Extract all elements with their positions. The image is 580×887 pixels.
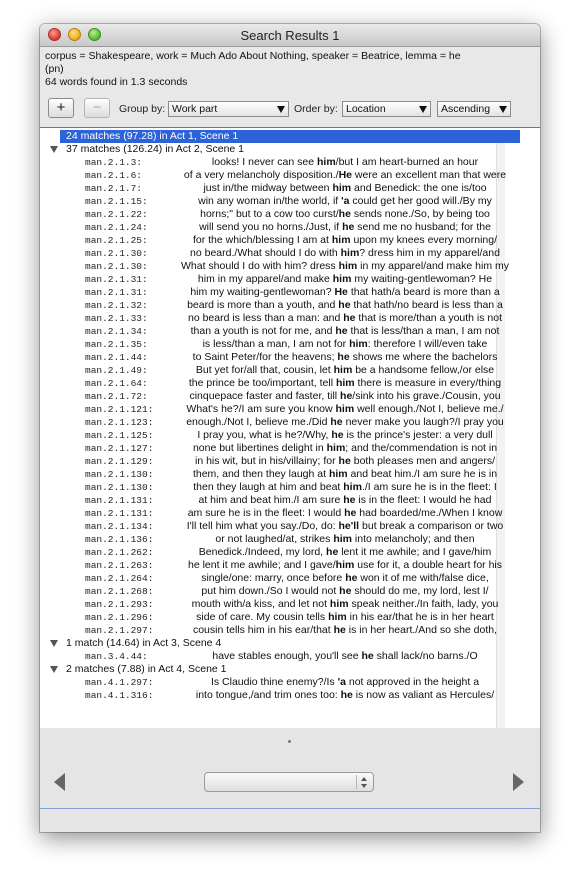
citation-id: man.2.1.263: <box>85 560 154 571</box>
concordance-row[interactable] <box>40 676 520 689</box>
keyword: he <box>337 351 350 363</box>
group-row[interactable] <box>60 663 520 676</box>
citation-id: man.2.1.297: <box>85 625 154 636</box>
left-context: What should I do with him? dress <box>181 260 339 272</box>
concordance-row[interactable] <box>40 546 520 559</box>
citation-id: man.2.1.268: <box>85 586 154 597</box>
citation-id: man.2.1.136: <box>85 534 154 545</box>
kwic-context <box>170 260 520 273</box>
right-context: use for it, a double heart for his <box>354 559 502 571</box>
group-label: 37 matches (126.24) in Act 2, Scene 1 <box>66 143 245 155</box>
concordance-row[interactable] <box>40 559 520 572</box>
keyword: him <box>332 182 352 194</box>
keyword: he'll <box>338 520 360 532</box>
concordance-row[interactable] <box>40 598 520 611</box>
citation-id: man.2.1.30: <box>85 261 148 272</box>
keyword: him <box>328 468 348 480</box>
concordance-row[interactable] <box>40 455 520 468</box>
citation-id: man.2.1.296: <box>85 612 154 623</box>
left-context: mouth with/a kiss, and let not <box>191 598 330 610</box>
left-context: Is Claudio thine enemy?/Is <box>210 676 338 688</box>
order-by-label: Order by: <box>294 103 338 115</box>
keyword: he <box>335 325 348 337</box>
kwic-context <box>170 182 520 195</box>
citation-id: man.2.1.123: <box>85 417 154 428</box>
concordance-row[interactable] <box>40 507 520 520</box>
left-context: or not laughed/at, strikes <box>215 533 334 545</box>
right-context: never make you laugh?/I pray you <box>342 416 504 428</box>
keyword: him <box>335 559 355 571</box>
kwic-context <box>170 520 520 533</box>
citation-id: man.2.1.6: <box>85 170 143 181</box>
keyword: he <box>345 572 358 584</box>
left-context: win any woman in/the world, if <box>198 195 342 207</box>
concordance-row[interactable] <box>40 403 520 416</box>
kwic-context <box>170 364 520 377</box>
kwic-context <box>170 273 520 286</box>
right-context: in my apparel/and make him my <box>357 260 509 272</box>
kwic-context <box>170 533 520 546</box>
left-context: is less/than a man, I am not for <box>202 338 350 350</box>
citation-id: man.2.1.262: <box>85 547 154 558</box>
left-context: for the which/blessing I am at <box>192 234 332 246</box>
group-label: 2 matches (7.88) in Act 4, Scene 1 <box>66 663 227 675</box>
left-context: single/one: marry, once before <box>201 572 346 584</box>
group-by-value: Work part <box>172 103 218 115</box>
window-title: Search Results 1 <box>240 28 340 43</box>
kwic-context <box>170 572 520 585</box>
concordance-row[interactable] <box>40 338 520 351</box>
kwic-context <box>170 286 520 299</box>
concordance-row[interactable] <box>40 481 520 494</box>
concordance-row[interactable] <box>40 442 520 455</box>
citation-id: man.4.1.316: <box>85 690 154 701</box>
query-line-2: (pn) <box>45 63 64 75</box>
citation-id: man.2.1.125: <box>85 430 154 441</box>
right-context: and beat him./I am sure he is in <box>347 468 498 480</box>
kwic-context <box>170 624 520 637</box>
left-context: horns;" but to a cow too curst/ <box>200 208 339 220</box>
disclosure-expanded-icon[interactable] <box>50 640 58 647</box>
left-context: them, and then they laugh at <box>192 468 329 480</box>
kwic-context <box>170 403 520 416</box>
left-context: in his wit, but in his/villainy; for <box>194 455 339 467</box>
left-context: just in/the midway between <box>203 182 333 194</box>
keyword: he <box>330 416 343 428</box>
left-context: What's he?/I am sure you know <box>186 403 336 415</box>
left-context: none but libertines delight in <box>192 442 327 454</box>
citation-id: man.2.1.131: <box>85 508 154 519</box>
keyword: him <box>329 598 349 610</box>
concordance-row[interactable] <box>40 312 520 325</box>
popup-divider <box>356 775 357 789</box>
title-bar[interactable] <box>40 24 540 47</box>
kwic-context <box>170 689 520 702</box>
citation-id: man.2.1.127: <box>85 443 154 454</box>
previous-arrow-icon[interactable] <box>54 773 65 791</box>
left-context: I pray you, what is he?/Why, <box>197 429 332 441</box>
right-context: be a handsome fellow,/or else <box>352 364 495 376</box>
concordance-row[interactable] <box>40 208 520 221</box>
keyword: him <box>332 273 352 285</box>
keyword: 'a <box>341 195 350 207</box>
concordance-row[interactable] <box>40 325 520 338</box>
left-context: enough./Not I, believe me./Did <box>186 416 331 428</box>
right-context: is in her heart./And so she doth, <box>345 624 498 636</box>
kwic-context <box>170 325 520 338</box>
citation-id: man.2.1.35: <box>85 339 148 350</box>
left-context: no beard is less than a man: and <box>187 312 344 324</box>
query-line-1: corpus = Shakespeare, work = Much Ado About Nothing, speaker = Beatrice, lemma = he <box>45 50 461 62</box>
add-button[interactable]: + <box>48 98 74 118</box>
right-context: well enough./Not I, believe me./ <box>354 403 504 415</box>
chevron-down-icon <box>277 106 285 113</box>
right-context: sends none./So, by being too <box>350 208 490 220</box>
left-context: at him and beat him./I am sure <box>198 494 344 506</box>
left-context: Benedick./Indeed, my lord, <box>198 546 327 558</box>
keyword: 'a <box>337 676 346 688</box>
citation-id: man.3.4.44: <box>85 651 148 662</box>
kwic-context <box>170 208 520 221</box>
keyword: him <box>333 364 353 376</box>
kwic-context <box>170 351 520 364</box>
right-context: could get her good will./By my <box>349 195 492 207</box>
right-context: upon my knees every morning/ <box>350 234 498 246</box>
disclosure-expanded-icon[interactable] <box>50 666 58 673</box>
kwic-context <box>170 416 520 429</box>
right-context: had boarded/me./When I know <box>356 507 503 519</box>
right-context: that is less/than a man, I am not <box>347 325 500 337</box>
left-context: him in my apparel/and make <box>197 273 333 285</box>
concordance-row[interactable] <box>40 364 520 377</box>
citation-id: man.2.1.131: <box>85 495 154 506</box>
right-context: were an excellent man that were <box>352 169 507 181</box>
kwic-context <box>170 429 520 442</box>
citation-id: man.2.1.7: <box>85 183 143 194</box>
concordance-row[interactable] <box>40 494 520 507</box>
right-context: should do me, my lord, lest I/ <box>351 585 489 597</box>
kwic-context <box>170 338 520 351</box>
right-context: /sink into his grave./Cousin, you <box>352 390 501 402</box>
right-context: is the prince's jester: a very dull <box>343 429 493 441</box>
group-label: 1 match (14.64) in Act 3, Scene 4 <box>66 637 222 649</box>
disclosure-expanded-icon[interactable] <box>50 146 58 153</box>
group-label: 24 matches (97.28) in Act 1, Scene 1 <box>66 130 239 142</box>
keyword: him <box>328 611 347 623</box>
kwic-context <box>170 169 520 182</box>
right-context: : therefore I will/even take <box>367 338 488 350</box>
kwic-context <box>170 468 520 481</box>
citation-id: man.2.1.32: <box>85 300 148 311</box>
results-list[interactable] <box>40 127 540 729</box>
concordance-row[interactable] <box>40 195 520 208</box>
left-context: no beard./What should I do with <box>190 247 341 259</box>
citation-id: man.2.1.44: <box>85 352 148 363</box>
query-info <box>45 50 535 89</box>
citation-id: man.2.1.64: <box>85 378 148 389</box>
keyword: him <box>333 533 352 545</box>
keyword: he <box>343 494 356 506</box>
keyword: he <box>339 585 352 597</box>
right-context: and Benedick: the one is/too <box>351 182 487 194</box>
right-context: is in the fleet: I would he had <box>355 494 492 506</box>
left-context: I'll tell him what you say./Do, do: <box>186 520 339 532</box>
concordance-row[interactable] <box>40 377 520 390</box>
remove-button[interactable]: − <box>84 98 110 118</box>
citation-id: man.4.1.297: <box>85 677 154 688</box>
right-context: but break a comparison or two <box>359 520 504 532</box>
kwic-context <box>170 234 520 247</box>
kwic-context <box>170 546 520 559</box>
splitter-grip-icon[interactable] <box>288 740 291 743</box>
keyword: him <box>335 403 355 415</box>
citation-id: man.2.1.121: <box>85 404 154 415</box>
group-by-label: Group by: <box>119 103 166 115</box>
citation-id: man.2.1.130: <box>85 482 154 493</box>
citation-id: man.2.1.72: <box>85 391 148 402</box>
citation-id: man.2.1.134: <box>85 521 154 532</box>
left-context: put him down./So I would not <box>201 585 340 597</box>
kwic-context <box>170 442 520 455</box>
keyword: him <box>340 247 360 259</box>
left-context: to Saint Peter/for the heavens; <box>192 351 338 363</box>
left-context: of a very melancholy disposition./ <box>183 169 339 181</box>
sort-direction-value: Ascending <box>441 103 491 115</box>
chevron-up-icon <box>361 777 367 781</box>
keyword: he <box>331 429 344 441</box>
concordance-row[interactable] <box>40 299 520 312</box>
concordance-row[interactable] <box>40 390 520 403</box>
keyword: him <box>316 156 336 168</box>
kwic-context <box>170 650 520 663</box>
citation-id: man.2.1.264: <box>85 573 154 584</box>
right-context: not approved in the height a <box>345 676 480 688</box>
left-context: have stables enough, you'll see <box>212 650 362 662</box>
left-context: than a youth is not for me, and <box>190 325 336 337</box>
search-results-window <box>40 24 540 832</box>
citation-id: man.2.1.49: <box>85 365 148 376</box>
result-summary: 64 words found in 1.3 seconds <box>45 76 188 88</box>
left-context: he lent it me awhile; and I gave/ <box>187 559 336 571</box>
kwic-context <box>170 390 520 403</box>
right-context: my waiting-gentlewoman? He <box>351 273 493 285</box>
concordance-row[interactable] <box>40 234 520 247</box>
kwic-context <box>170 455 520 468</box>
left-context: cousin tells him in his ear/that <box>192 624 334 636</box>
disclosure-collapsed-icon[interactable] <box>50 132 57 140</box>
concordance-row[interactable] <box>40 221 520 234</box>
group-row[interactable] <box>60 143 520 156</box>
concordance-row[interactable] <box>40 169 520 182</box>
keyword: He <box>338 169 352 181</box>
keyword: he <box>333 624 346 636</box>
right-context: ; and the/commendation is not in <box>345 442 498 454</box>
keyword: him <box>326 442 346 454</box>
concordance-row[interactable] <box>40 520 520 533</box>
right-context: send me no husband; for the <box>354 221 491 233</box>
citation-id: man.2.1.130: <box>85 469 154 480</box>
left-context: him my waiting-gentlewoman? <box>190 286 335 298</box>
bottom-panel <box>40 728 540 832</box>
concordance-row[interactable] <box>40 416 520 429</box>
keyword: he <box>338 208 351 220</box>
citation-id: man.2.1.30: <box>85 248 148 259</box>
left-context: am sure he is in the fleet: I would <box>187 507 345 519</box>
group-row[interactable] <box>60 637 520 650</box>
right-context: speak neither./In faith, lady, you <box>348 598 499 610</box>
kwic-context <box>170 507 520 520</box>
right-context: /but I am heart-burned an hour <box>335 156 479 168</box>
citation-id: man.2.1.34: <box>85 326 148 337</box>
keyword: he <box>340 390 353 402</box>
left-context: the prince be too/important, tell <box>188 377 336 389</box>
concordance-row[interactable] <box>40 260 520 273</box>
chevron-down-icon <box>361 784 367 788</box>
group-by-select[interactable] <box>168 101 289 117</box>
left-context: side of care. My cousin tells <box>196 611 329 623</box>
left-context: looks! I never can see <box>211 156 317 168</box>
kwic-context <box>170 247 520 260</box>
left-context: cinquepace faster and faster, till <box>189 390 341 402</box>
keyword: he <box>326 546 339 558</box>
citation-id: man.2.1.3: <box>85 157 143 168</box>
kwic-context <box>170 676 520 689</box>
right-context: both pleases men and angers/ <box>350 455 495 467</box>
concordance-row[interactable] <box>40 650 520 663</box>
keyword: he <box>361 650 374 662</box>
bottom-divider <box>40 808 540 809</box>
kwic-context <box>170 299 520 312</box>
toolbar <box>40 96 540 122</box>
kwic-context <box>170 494 520 507</box>
keyword: him <box>349 338 368 350</box>
left-context: But yet for/all that, cousin, let <box>195 364 334 376</box>
concordance-row[interactable] <box>40 585 520 598</box>
concordance-row[interactable] <box>40 533 520 546</box>
keyword: he <box>338 299 351 311</box>
citation-id: man.2.1.293: <box>85 599 154 610</box>
concordance-row[interactable] <box>40 624 520 637</box>
keyword: he <box>338 455 351 467</box>
right-context: shall lack/no barns./O <box>373 650 478 662</box>
keyword: he <box>340 689 353 701</box>
chevron-down-icon <box>419 106 427 113</box>
kwic-context <box>170 377 520 390</box>
concordance-row[interactable] <box>40 468 520 481</box>
keyword: him <box>343 481 362 493</box>
concordance-row[interactable] <box>40 273 520 286</box>
left-context: beard is more than a youth, and <box>187 299 339 311</box>
citation-id: man.2.1.24: <box>85 222 148 233</box>
concordance-row[interactable] <box>40 182 520 195</box>
right-context: shows me where the bachelors <box>349 351 498 363</box>
concordance-row[interactable] <box>40 351 520 364</box>
concordance-row[interactable] <box>40 429 520 442</box>
bottom-popup-select[interactable] <box>204 772 374 792</box>
kwic-context <box>170 585 520 598</box>
kwic-context <box>170 611 520 624</box>
kwic-context <box>170 481 520 494</box>
right-context: ./I am sure he is in the fleet: I <box>361 481 497 493</box>
citation-id: man.2.1.22: <box>85 209 148 220</box>
left-context: will send you no horns./Just, if <box>199 221 343 233</box>
concordance-row[interactable] <box>40 247 520 260</box>
right-context: ? dress him in my apparel/and <box>359 247 500 259</box>
keyword: him <box>331 234 351 246</box>
order-by-select[interactable] <box>342 101 431 117</box>
concordance-row[interactable] <box>40 611 520 624</box>
concordance-row[interactable] <box>40 572 520 585</box>
right-context: is now as valiant as Hercules/ <box>352 689 495 701</box>
right-context: that is more/than a youth is not <box>355 312 503 324</box>
right-context: there is measure in every/thing <box>354 377 502 389</box>
keyword: he <box>344 507 357 519</box>
citation-id: man.2.1.129: <box>85 456 154 467</box>
concordance-row[interactable] <box>40 689 520 702</box>
left-context: then they laugh at him and beat <box>193 481 344 493</box>
keyword: He <box>334 286 348 298</box>
sort-direction-select[interactable] <box>437 101 511 117</box>
kwic-context <box>170 156 520 169</box>
citation-id: man.2.1.33: <box>85 313 148 324</box>
next-arrow-icon[interactable] <box>513 773 524 791</box>
kwic-context <box>170 598 520 611</box>
keyword: he <box>342 221 355 233</box>
right-context: won it of me with/false dice, <box>357 572 489 584</box>
kwic-context <box>170 195 520 208</box>
keyword: him <box>338 260 358 272</box>
chevron-down-icon <box>499 106 507 113</box>
keyword: him <box>335 377 355 389</box>
right-context: lent it me awhile; and I gave/him <box>338 546 492 558</box>
concordance-row[interactable] <box>40 156 520 169</box>
citation-id: man.2.1.25: <box>85 235 148 246</box>
right-context: in his ear/that he is in her heart <box>346 611 494 623</box>
order-by-value: Location <box>346 103 386 115</box>
concordance-row[interactable] <box>40 286 520 299</box>
right-context: that hath/no beard is less than a <box>350 299 503 311</box>
group-row[interactable] <box>60 130 520 143</box>
kwic-context <box>170 312 520 325</box>
kwic-context <box>170 221 520 234</box>
right-context: that hath/a beard is more than a <box>347 286 500 298</box>
keyword: he <box>343 312 356 324</box>
citation-id: man.2.1.31: <box>85 287 148 298</box>
citation-id: man.2.1.31: <box>85 274 148 285</box>
kwic-context <box>170 559 520 572</box>
left-context: into tongue,/and trim ones too: <box>195 689 341 701</box>
citation-id: man.2.1.15: <box>85 196 148 207</box>
right-context: into melancholy; and then <box>351 533 475 545</box>
